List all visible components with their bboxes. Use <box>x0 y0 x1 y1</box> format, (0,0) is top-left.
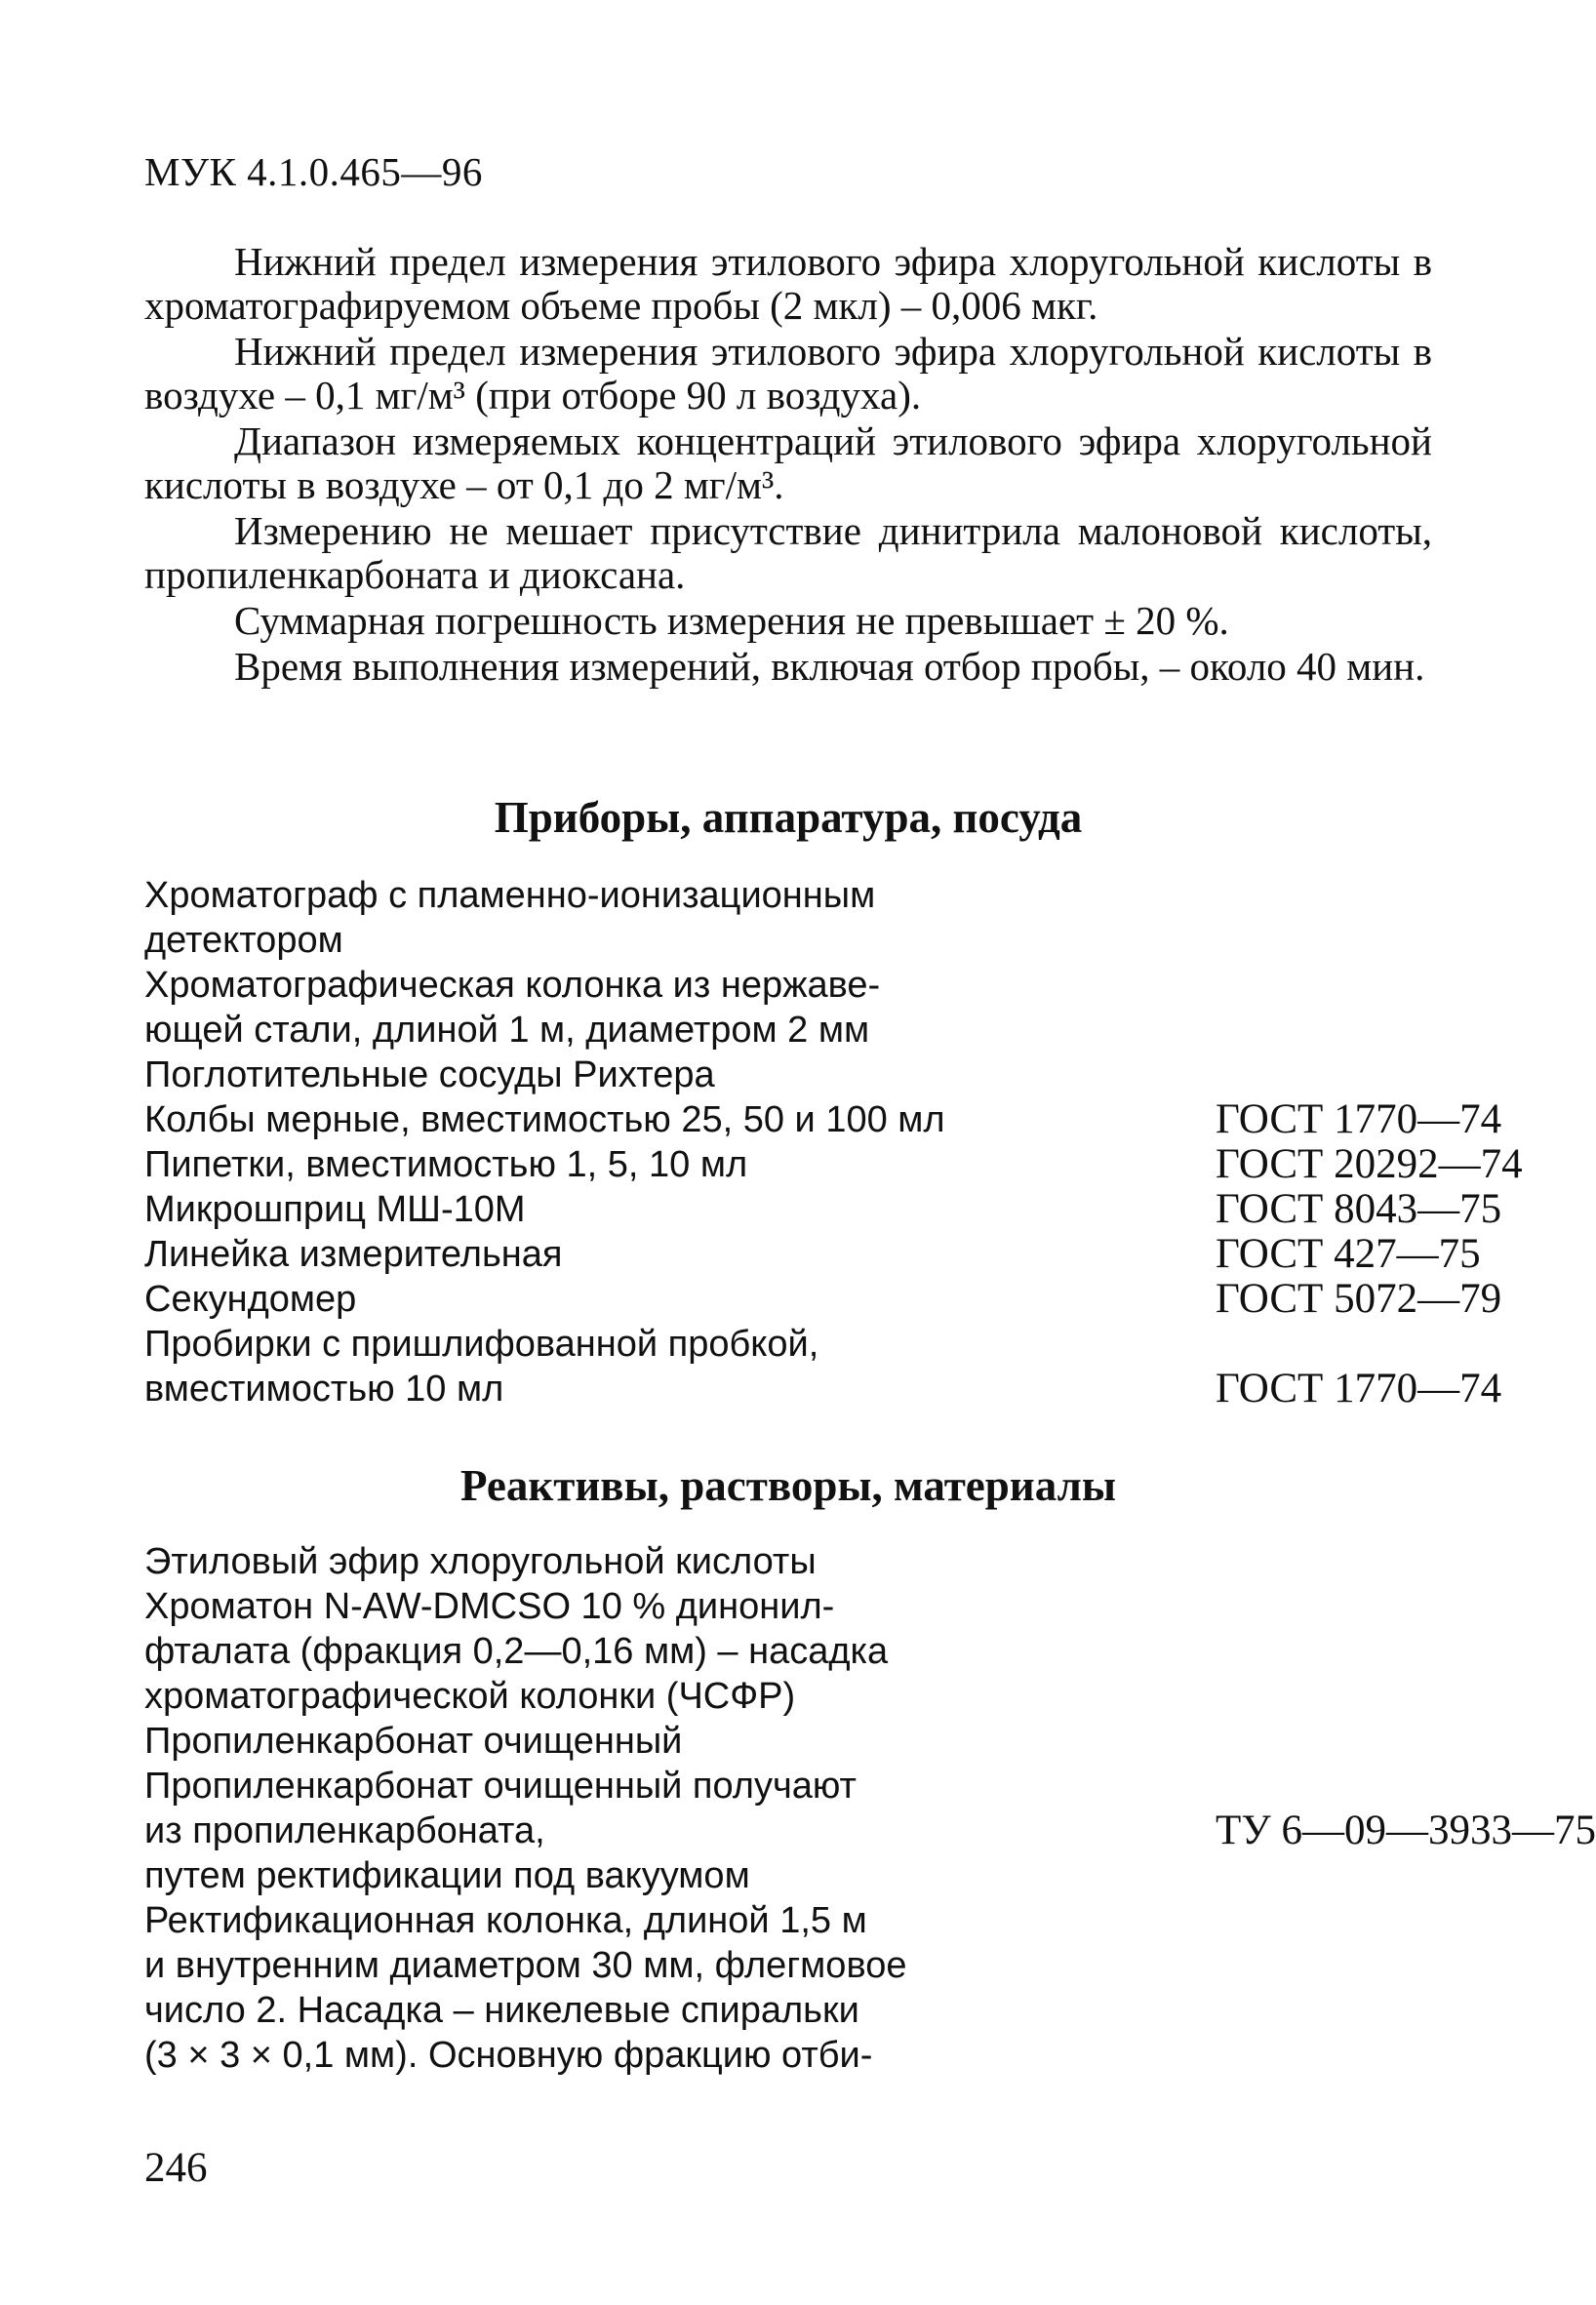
reagent-name-line: (3 × 3 × 0,1 мм). Основную фракцию отби- <box>144 2035 873 2076</box>
reagent-name-line: Пропиленкарбонат очищенный <box>144 1721 683 1762</box>
equipment-name-line: Пробирки с пришлифованной пробкой, <box>144 1324 819 1365</box>
reagent-name <box>144 1719 1071 1764</box>
reagent-standard: ТУ 6—09—3933—75 <box>1216 1808 1596 1853</box>
equipment-name <box>144 873 1071 963</box>
paragraph-lower-limit-sample: Нижний предел измерения этилового эфира хлоругольной кислоты в хроматографируемом объеме пробы (2 мкл) – 0,006 мкг. <box>144 239 1432 328</box>
equipment-name-line: Линейка измерительная <box>144 1234 563 1275</box>
equipment-name-line: Колбы мерные, вместимостью 25, 50 и 100 мл <box>144 1099 945 1140</box>
reagent-name-line: Хроматон N-AW-DMCSO 10 % динонил- <box>144 1586 835 1627</box>
equipment-row <box>144 1322 1502 1411</box>
equipment-name-line: Микрошприц МШ-10М <box>144 1189 526 1230</box>
reagent-name-line: из пропиленкарбоната, <box>144 1810 545 1851</box>
reagent-name-line: Пропиленкарбонат очищенный получают <box>144 1766 857 1807</box>
equipment-standard: ГОСТ 20292—74 <box>1216 1141 1523 1187</box>
equipment-standard: ГОСТ 1770—74 <box>1216 1366 1502 1411</box>
reagent-name-line: фталата (фракция 0,2—0,16 мм) – насадка <box>144 1631 889 1672</box>
equipment-name-line: вместимостью 10 мл <box>144 1369 504 1410</box>
paragraph-error: Суммарная погрешность измерения не превышает ± 20 %. <box>234 598 1229 643</box>
equipment-name <box>144 963 1071 1053</box>
equipment-standard: ГОСТ 427—75 <box>1216 1231 1481 1277</box>
equipment-row <box>144 1276 1502 1322</box>
reagent-row <box>144 1719 1432 1764</box>
equipment-list <box>144 873 1523 1411</box>
reagent-name <box>144 1764 1071 1853</box>
equipment-row <box>144 1096 1502 1142</box>
reagent-name <box>144 1898 1071 2078</box>
reagent-row <box>144 1584 1432 1719</box>
equipment-row <box>144 1231 1481 1277</box>
paragraph-interference: Измерению не мешает присутствие динитрила малоновой кислоты, пропиленкарбоната и диоксана. <box>144 508 1432 597</box>
equipment-name <box>144 1097 1071 1142</box>
page-number: 246 <box>144 2145 208 2191</box>
document-code-header: МУК 4.1.0.465—96 <box>144 149 483 194</box>
equipment-name-line: Хроматографическая колонка из нержаве- <box>144 965 881 1006</box>
reagent-row <box>144 1853 1432 1898</box>
equipment-row <box>144 1186 1502 1232</box>
equipment-row <box>144 963 1432 1053</box>
reagent-name <box>144 1853 1071 1898</box>
equipment-standard: ГОСТ 1770—74 <box>1216 1096 1502 1142</box>
equipment-row <box>144 873 1432 963</box>
equipment-name <box>144 1277 1071 1322</box>
reagents-section-title: Реактивы, растворы, материалы <box>459 1461 1116 1510</box>
reagent-name-line: хроматографической колонки (ЧСФР) <box>144 1676 796 1717</box>
equipment-name <box>144 1322 1071 1411</box>
equipment-name <box>144 1142 1071 1187</box>
paragraph-duration: Время выполнения измерений, включая отбор пробы, – около 40 мин. <box>234 644 1425 689</box>
reagent-name <box>144 1584 1071 1719</box>
equipment-name-line: детектором <box>144 920 343 961</box>
reagent-name-line: и внутренним диаметром 30 мм, флегмовое <box>144 1945 907 1986</box>
reagent-name <box>144 1539 1071 1584</box>
equipment-name-line: Пипетки, вместимостью 1, 5, 10 мл <box>144 1144 748 1185</box>
equipment-name-line: Хроматограф с пламенно-ионизационным <box>144 875 876 916</box>
reagent-name-line: Этиловый эфир хлоругольной кислоты <box>144 1541 817 1582</box>
equipment-standard: ГОСТ 8043—75 <box>1216 1186 1502 1232</box>
reagent-name-line: число 2. Насадка – никелевые спиральки <box>144 1990 859 2031</box>
equipment-name-line: ющей стали, длиной 1 м, диаметром 2 мм <box>144 1010 870 1051</box>
equipment-name-line: Секундомер <box>144 1279 357 1320</box>
equipment-name-line: Поглотительные сосуды Рихтера <box>144 1054 715 1095</box>
paragraph-range: Диапазон измеряемых концентраций этилового эфира хлоругольной кислоты в воздухе – от 0,1 до 2 мг/м³. <box>144 418 1432 507</box>
equipment-name <box>144 1187 1071 1232</box>
equipment-name <box>144 1053 1071 1097</box>
equipment-standard: ГОСТ 5072—79 <box>1216 1276 1502 1322</box>
reagent-row <box>144 1898 1432 2078</box>
equipment-name <box>144 1232 1071 1277</box>
equipment-row <box>144 1053 1432 1097</box>
reagent-name-line: путем ректификации под вакуумом <box>144 1855 750 1896</box>
equipment-section-title: Приборы, аппаратура, посуда <box>494 793 1083 842</box>
reagent-name-line: Ректификационная колонка, длиной 1,5 м <box>144 1900 867 1941</box>
paragraph-lower-limit-air: Нижний предел измерения этилового эфира хлоругольной кислоты в воздухе – 0,1 мг/м³ (при отборе 90 л воздуха). <box>144 329 1432 417</box>
equipment-row <box>144 1141 1523 1187</box>
reagent-row <box>144 1539 1432 1584</box>
reagents-list <box>144 1539 1596 2078</box>
intro-paragraphs <box>144 240 1432 691</box>
reagent-row <box>144 1764 1596 1853</box>
